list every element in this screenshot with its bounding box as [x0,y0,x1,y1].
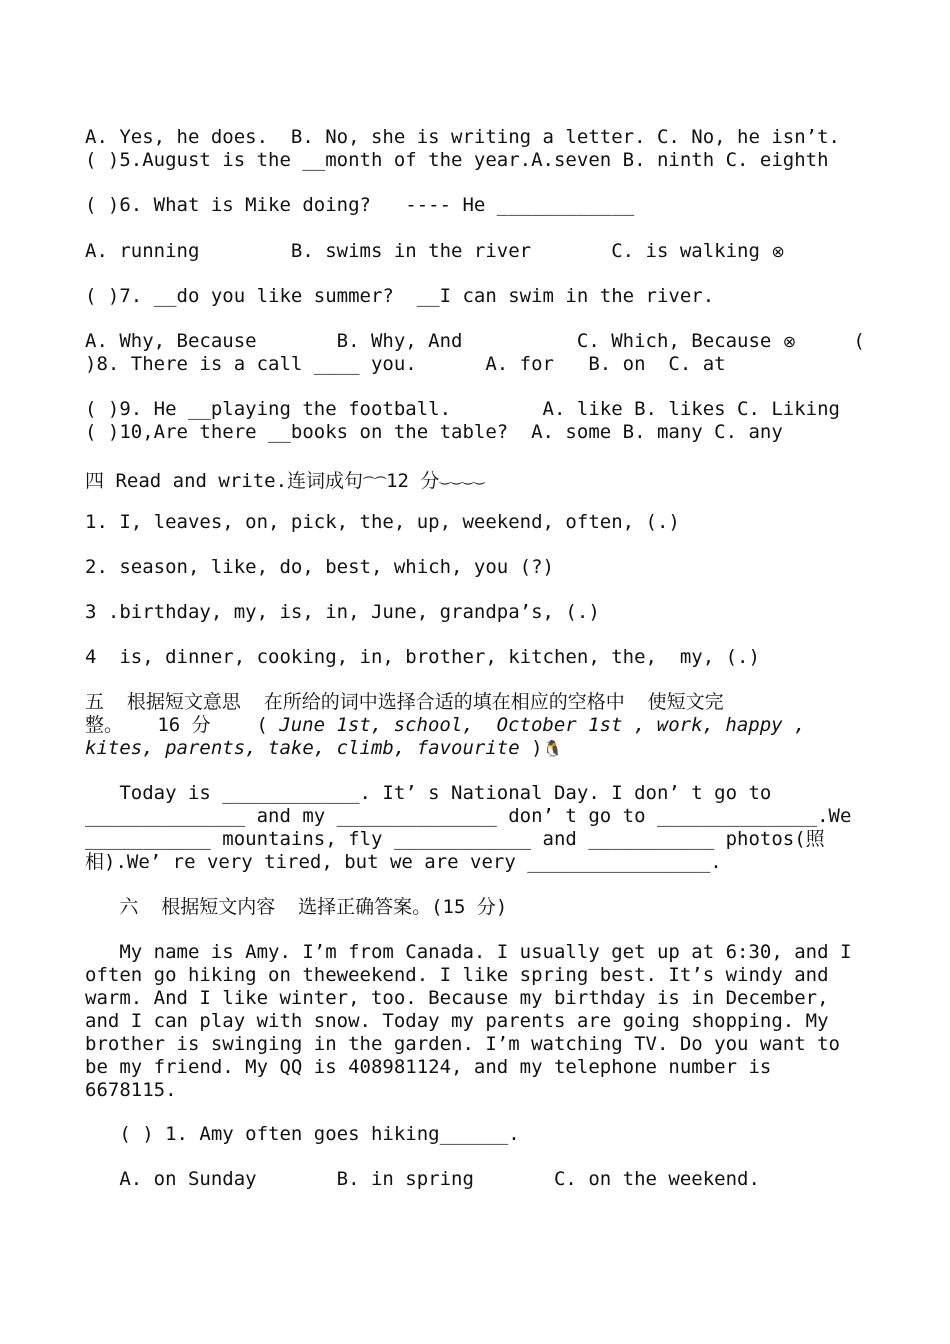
passage-5-line-1: Today is ____________. It’ s National Day. I don’ t go to [85,782,772,804]
word-bank-2: kites, parents, take, climb, favourite [85,737,520,759]
passage-6-line-6: be my friend. My QQ is 408981124, and my telephone number is [85,1056,772,1078]
passage-5-line-4: 相).We’ re very tired, but we are very ________________. [85,851,722,873]
question-10: ( )10,Are there __books on the table? A. some B. many C. any [85,421,783,443]
word-bank-1: June 1st, school, October 1st , work, happy , [279,714,806,736]
passage-6-line-1: My name is Amy. I’m from Canada. I usually get up at 6:30, and I [85,941,852,963]
s4-item-2: 2. season, like, do, best, which, you (?) [85,556,554,578]
section-5-title: 五 根据短文意思 在所给的词中选择合适的填在相应的空格中 使短文完 [85,691,724,713]
cross-circle-icon: ⊗ [782,332,797,351]
section-6-title: 六 根据短文内容 选择正确答案。(15 分) [85,896,508,918]
passage-6-line-3: warm. And I like winter, too. Because my birthday is in December, [85,987,829,1009]
curve-marks-icon: ⏝⏝⏝⏝ [439,470,486,484]
question-6: ( )6. What is Mike doing? ---- He ____________ [85,194,635,216]
section-4-score: 12 分 [386,470,440,492]
q6-options: A. running B. swims in the river C. is walking [85,240,760,262]
q8-open-paren: ( [853,330,865,352]
s4-item-3: 3 .birthday, my, is, in, June, grandpa’s, (.) [85,601,600,623]
question-7: ( )7. __do you like summer? __I can swim in the river. [85,285,715,307]
section-4-heading [85,466,838,494]
question-8: )8. There is a call ____ you. A. for B. on C. at [85,353,726,375]
s6-question-1: ( ) 1. Amy often goes hiking______. [85,1123,520,1145]
passage-6-line-2: often go hiking on theweekend. I like spring best. It’s windy and [85,964,829,986]
section-5-line-3 [85,737,838,760]
q7-options-line [85,330,865,353]
section-5-score: 整。 16 分 ( [85,714,280,736]
curve-marks-icon: ⏜⏜ [363,476,387,490]
question-5: ( )5.August is the __month of the year.A.seven B. ninth C. eighth [85,149,829,171]
passage-6-line-5: brother is swinging in the garden. I’m watching TV. Do you want to [85,1033,840,1055]
s4-item-4: 4 is, dinner, cooking, in, brother, kitchen, the, my, (.) [85,646,760,668]
q4-options: A. Yes, he does. B. No, she is writing a letter. C. No, he isn’t. [85,126,840,148]
cross-circle-icon: ⊗ [771,242,785,261]
passage-5-line-2: ______________ and my ______________ don’ t go to ______________.We [85,805,852,827]
passage-6-line-7: 6678115. [85,1079,177,1101]
passage-5-line-3: ___________ mountains, fly ____________ and ___________ photos(照 [85,828,825,850]
section-4-title: 四 Read and write.连词成句 [85,470,364,492]
q6-options-line [85,240,838,263]
question-9: ( )9. He __playing the football. A. like B. likes C. Liking [85,398,840,420]
section-5-line-2 [85,714,838,736]
word-bank-close: ) [519,737,543,759]
penguin-icon: 🐧 [542,739,563,758]
q7-options: A. Why, Because B. Why, And C. Which, Because [85,330,772,352]
s4-item-1: 1. I, leaves, on, pick, the, up, weekend, often, (.) [85,511,680,533]
s6-question-1-options: A. on Sunday B. in spring C. on the weekend. [85,1168,760,1190]
passage-6-line-4: and I can play with snow. Today my parents are going shopping. My [85,1010,829,1032]
